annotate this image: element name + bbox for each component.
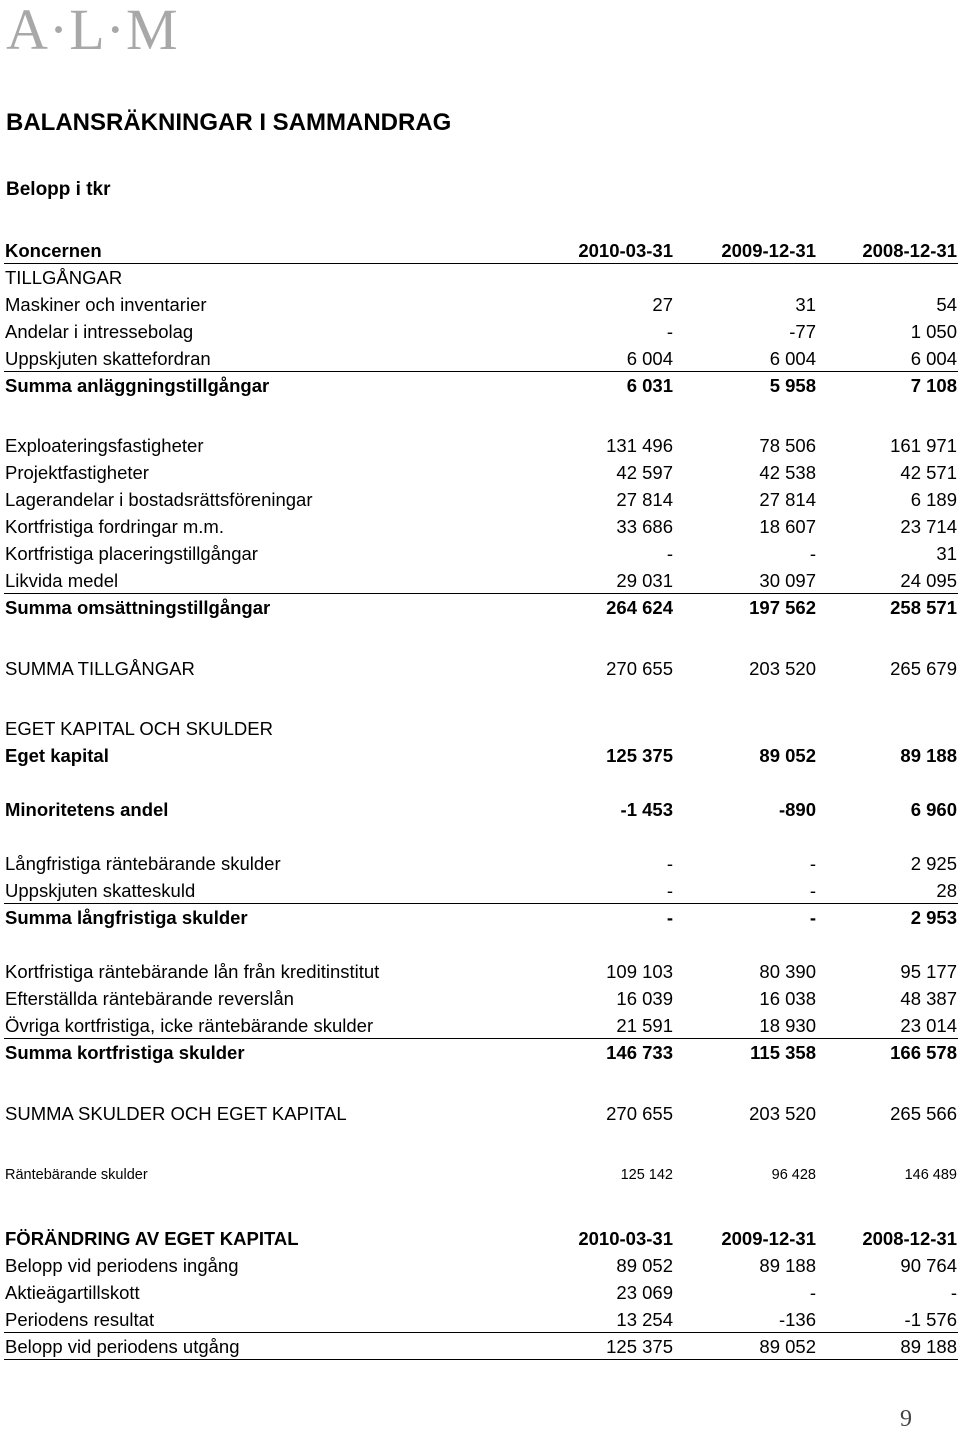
table-row — [0, 877, 960, 904]
table-header-row — [0, 1225, 960, 1252]
row-value-2008: 265 679 — [890, 658, 957, 679]
table-row — [0, 459, 960, 486]
row-label: Periodens resultat — [5, 1309, 155, 1330]
table-row — [0, 742, 960, 769]
row-value-2009: 16 038 — [759, 988, 816, 1009]
row-value-2010: 21 591 — [616, 1015, 673, 1036]
row-value-2008: 265 566 — [890, 1103, 957, 1124]
row-label: Summa omsättningstillgångar — [5, 597, 271, 618]
row-value-2009: 6 004 — [769, 348, 816, 369]
row-value-2010: 264 624 — [606, 597, 673, 618]
row-value-2008: 2 953 — [910, 907, 957, 928]
section-heading-label: TILLGÅNGAR — [5, 267, 123, 288]
row-label: Maskiner och inventarier — [5, 294, 207, 315]
row-value-2010: - — [666, 853, 673, 874]
row-value-2008: 24 095 — [900, 570, 957, 591]
subtotal-row — [0, 904, 960, 931]
row-label: Summa långfristiga skulder — [5, 907, 248, 928]
row-label: Kortfristiga fordringar m.m. — [5, 516, 224, 537]
row-value-2010: 146 733 — [606, 1042, 673, 1063]
row-value-2009: 42 538 — [759, 462, 816, 483]
row-value-2010: 131 496 — [606, 435, 673, 456]
row-value-2008: 90 764 — [900, 1255, 957, 1276]
row-value-2009: 80 390 — [759, 961, 816, 982]
row-value-2008: 161 971 — [890, 435, 957, 456]
table-row — [0, 291, 960, 318]
row-label: Likvida medel — [5, 570, 119, 591]
table-row — [0, 567, 960, 594]
row-label: Eget kapital — [5, 745, 109, 766]
row-value-2008: 1 050 — [910, 321, 957, 342]
table-row — [0, 1279, 960, 1306]
subtotal-row — [0, 372, 960, 399]
row-value-2009: 27 814 — [759, 489, 816, 510]
column-header-label: Koncernen — [5, 240, 102, 261]
row-value-2009: -890 — [778, 799, 816, 820]
row-label: Räntebärande skulder — [5, 1167, 148, 1183]
row-label: Uppskjuten skatteskuld — [5, 880, 196, 901]
row-label: Summa anläggningstillgångar — [5, 375, 270, 396]
section-heading-assets — [0, 264, 960, 291]
row-label: Långfristiga räntebärande skulder — [5, 853, 281, 874]
row-label: Belopp vid periodens ingång — [5, 1255, 239, 1276]
table-row — [0, 850, 960, 877]
table-row — [0, 318, 960, 345]
row-label: Andelar i intressebolag — [5, 321, 194, 342]
row-value-2010: 89 052 — [616, 1255, 673, 1276]
total-row — [0, 655, 960, 682]
row-value-2010: 33 686 — [616, 516, 673, 537]
column-header-2010: 2010-03-31 — [578, 1228, 673, 1249]
row-value-2009: - — [809, 853, 816, 874]
row-value-2008: -1 576 — [904, 1309, 957, 1330]
table-row — [0, 1252, 960, 1279]
row-value-2010: - — [666, 321, 673, 342]
page-number: 9 — [900, 1406, 912, 1432]
page-title: BALANSRÄKNINGAR I SAMMANDRAG — [6, 109, 452, 136]
row-value-2008: 95 177 — [900, 961, 957, 982]
subtotal-row — [0, 1039, 960, 1066]
row-value-2009: - — [809, 880, 816, 901]
row-value-2009: 203 520 — [749, 1103, 816, 1124]
row-value-2010: - — [666, 880, 673, 901]
row-label: Efterställda räntebärande reverslån — [5, 988, 294, 1009]
row-value-2010: 27 814 — [616, 489, 673, 510]
row-value-2009: - — [809, 543, 816, 564]
row-label: Projektfastigheter — [5, 462, 149, 483]
row-value-2009: 18 930 — [759, 1015, 816, 1036]
row-value-2010: 6 004 — [626, 348, 673, 369]
row-value-2009: - — [809, 1282, 816, 1303]
row-value-2008: 23 714 — [900, 516, 957, 537]
table-header-row — [0, 237, 960, 264]
table-row — [0, 432, 960, 459]
row-value-2009: 30 097 — [759, 570, 816, 591]
row-value-2010: 6 031 — [626, 375, 673, 396]
row-value-2009: 115 358 — [750, 1042, 816, 1063]
row-value-2008: 6 004 — [910, 348, 957, 369]
row-value-2010: 270 655 — [606, 658, 673, 679]
table-row — [0, 486, 960, 513]
column-header-2008: 2008-12-31 — [862, 1228, 957, 1249]
row-value-2009: 5 958 — [769, 375, 816, 396]
row-value-2010: 13 254 — [616, 1309, 673, 1330]
row-value-2010: 125 375 — [606, 1336, 673, 1357]
row-value-2009: 197 562 — [749, 597, 816, 618]
row-value-2010: - — [666, 907, 673, 928]
row-value-2008: 54 — [936, 294, 957, 315]
row-value-2010: 29 031 — [616, 570, 673, 591]
amount-unit-note: Belopp i tkr — [6, 179, 111, 200]
row-value-2009: -77 — [789, 321, 816, 342]
table-row — [0, 1012, 960, 1039]
column-header-2010: 2010-03-31 — [578, 240, 673, 261]
row-value-2008: 6 189 — [910, 489, 957, 510]
row-label: Kortfristiga räntebärande lån från kreditinstitut — [5, 961, 380, 982]
row-value-2009: 203 520 — [749, 658, 816, 679]
row-value-2008: 89 188 — [900, 1336, 957, 1357]
table-row — [0, 1333, 960, 1360]
row-value-2009: 96 428 — [771, 1167, 816, 1183]
row-value-2009: 89 052 — [759, 1336, 816, 1357]
row-value-2008: 6 960 — [910, 799, 957, 820]
row-label: Summa kortfristiga skulder — [5, 1042, 245, 1063]
row-value-2010: 125 375 — [606, 745, 673, 766]
row-value-2008: 166 578 — [890, 1042, 957, 1063]
table-row — [0, 796, 960, 823]
row-value-2008: 258 571 — [890, 597, 957, 618]
column-header-2009: 2009-12-31 — [721, 1228, 816, 1249]
row-label: SUMMA TILLGÅNGAR — [5, 658, 195, 679]
row-value-2010: 125 142 — [620, 1167, 673, 1183]
row-value-2008: 7 108 — [910, 375, 957, 396]
row-value-2010: 270 655 — [606, 1103, 673, 1124]
row-value-2008: 146 489 — [904, 1167, 957, 1183]
column-header-2009: 2009-12-31 — [721, 240, 816, 261]
row-value-2008: 2 925 — [910, 853, 957, 874]
row-value-2010: 109 103 — [606, 961, 673, 982]
row-value-2009: 31 — [795, 294, 816, 315]
row-label: Kortfristiga placeringstillgångar — [5, 543, 258, 564]
section-heading-label: EGET KAPITAL OCH SKULDER — [5, 718, 273, 739]
row-value-2009: 89 052 — [759, 745, 816, 766]
row-value-2010: 16 039 — [616, 988, 673, 1009]
row-value-2008: 23 014 — [900, 1015, 957, 1036]
row-value-2010: 23 069 — [616, 1282, 673, 1303]
column-header-2008: 2008-12-31 — [862, 240, 957, 261]
row-value-2010: -1 453 — [620, 799, 673, 820]
row-value-2010: - — [666, 543, 673, 564]
row-label: Övriga kortfristiga, icke räntebärande skulder — [5, 1015, 374, 1036]
table-row — [0, 958, 960, 985]
row-label: Aktieägartillskott — [5, 1282, 140, 1303]
row-value-2008: - — [950, 1282, 957, 1303]
row-value-2009: 89 188 — [759, 1255, 816, 1276]
row-label: Uppskjuten skattefordran — [5, 348, 211, 369]
row-value-2008: 31 — [936, 543, 957, 564]
row-label: Lagerandelar i bostadsrättsföreningar — [5, 489, 313, 510]
section-heading-equity-liabilities — [0, 715, 960, 742]
row-value-2008: 89 188 — [900, 745, 957, 766]
row-value-2008: 48 387 — [900, 988, 957, 1009]
row-value-2009: 18 607 — [759, 516, 816, 537]
row-value-2008: 42 571 — [900, 462, 957, 483]
company-logo: A·L·M — [6, 0, 179, 62]
row-value-2009: -136 — [778, 1309, 816, 1330]
table-row — [0, 985, 960, 1012]
bottom-rule — [4, 1359, 958, 1360]
table-row — [0, 513, 960, 540]
column-header-label: FÖRÄNDRING AV EGET KAPITAL — [5, 1228, 299, 1249]
row-label: Belopp vid periodens utgång — [5, 1336, 240, 1357]
row-label: SUMMA SKULDER OCH EGET KAPITAL — [5, 1103, 347, 1124]
total-row — [0, 1100, 960, 1127]
table-row — [0, 540, 960, 567]
subtotal-row — [0, 594, 960, 621]
row-label: Minoritetens andel — [5, 799, 169, 820]
row-label: Exploateringsfastigheter — [5, 435, 204, 456]
table-row — [0, 1162, 960, 1189]
row-value-2008: 28 — [936, 880, 957, 901]
row-value-2010: 42 597 — [616, 462, 673, 483]
table-row — [0, 345, 960, 372]
row-value-2009: - — [809, 907, 816, 928]
row-value-2009: 78 506 — [759, 435, 816, 456]
row-value-2010: 27 — [652, 294, 673, 315]
table-row — [0, 1306, 960, 1333]
